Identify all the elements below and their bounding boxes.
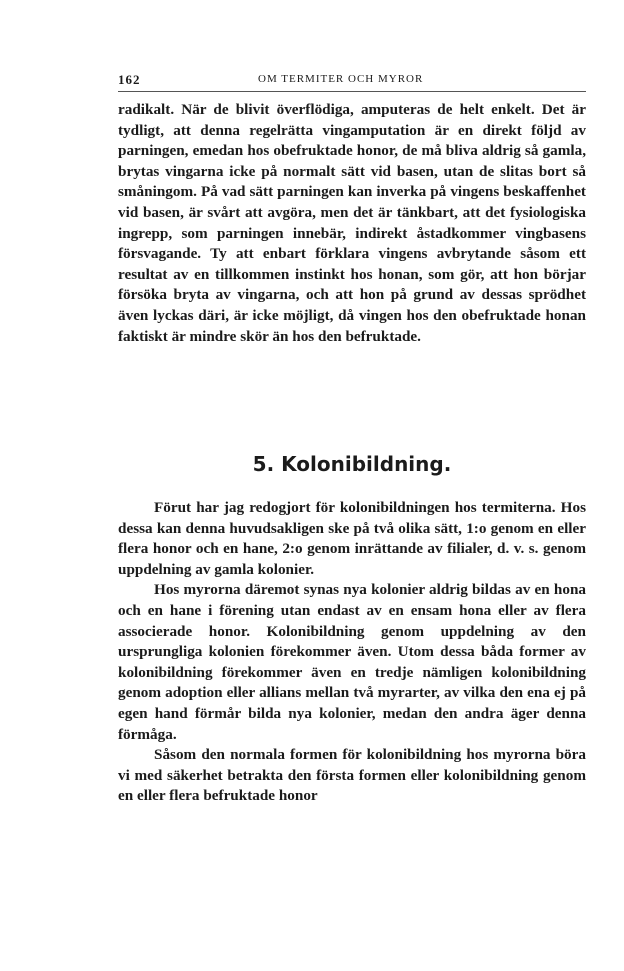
section-body bbox=[118, 498, 586, 807]
continued-paragraph-block bbox=[118, 100, 586, 347]
page-number: 162 bbox=[118, 72, 141, 87]
continued-paragraph: radikalt. När de blivit överflödiga, amputeras de helt enkelt. Det är tydligt, att denna regelrätta vingamputation är en direkt följd av parningen, emedan hos obefruktade honor, de må bliva aldrig så gamla, brytas vingarna icke på normalt sätt vid basen, utan de slitas bort så småningom. På vad sätt parningen kan inverka på vingens beskaffenhet vid basen, är svårt att avgöra, men det är tänkbart, att det fysiologiska ingrepp, som parningen innebär, indirekt åstadkommer vingbasens försvagande. Ty att enbart förklara vingens avbrytande såsom ett resultat av en tillkommen instinkt hos honan, som gör, att hon börjar försöka bryta av vingarna, och att hon på grund av dessas sprödhet även lyckas däri, är icke möjligt, då vingen hos den obefruktade honan faktiskt är mindre skör än hos den befruktade. bbox=[118, 101, 586, 345]
paragraph-3: Såsom den normala formen för kolonibildning hos myrorna böra vi med säkerhet betrakta den första formen eller kolonibildning genom en eller flera befruktade honor bbox=[118, 746, 586, 805]
running-title: OM TERMITER OCH MYROR bbox=[258, 73, 424, 85]
paragraph-1: Förut har jag redogjort för kolonibildningen hos termiterna. Hos dessa kan denna huvudsakligen ske på två olika sätt, 1:o genom en eller flera honor och en hane, 2:o genom inrättande av filialer, d. v. s. genom uppdelning av gamla kolonier. bbox=[118, 499, 586, 578]
section-heading: 5. Kolonibildning. bbox=[252, 452, 452, 476]
page-header bbox=[118, 70, 586, 90]
paragraph-2: Hos myrorna däremot synas nya kolonier aldrig bildas av en hona och en hane i förening utan endast av en ensam hona eller av flera associerade honor. Kolonibildning genom uppdelning av den ursprungliga kolonien förekommer även. Utom dessa båda former av kolonibildning förekommer även en tredje nämligen kolonibildning genom adoption eller allians mellan två myrarter, av vilka den ena ej på egen hand förmår bilda nya kolonier, medan den andra äger denna förmåga. bbox=[118, 581, 586, 743]
header-rule bbox=[118, 91, 586, 92]
